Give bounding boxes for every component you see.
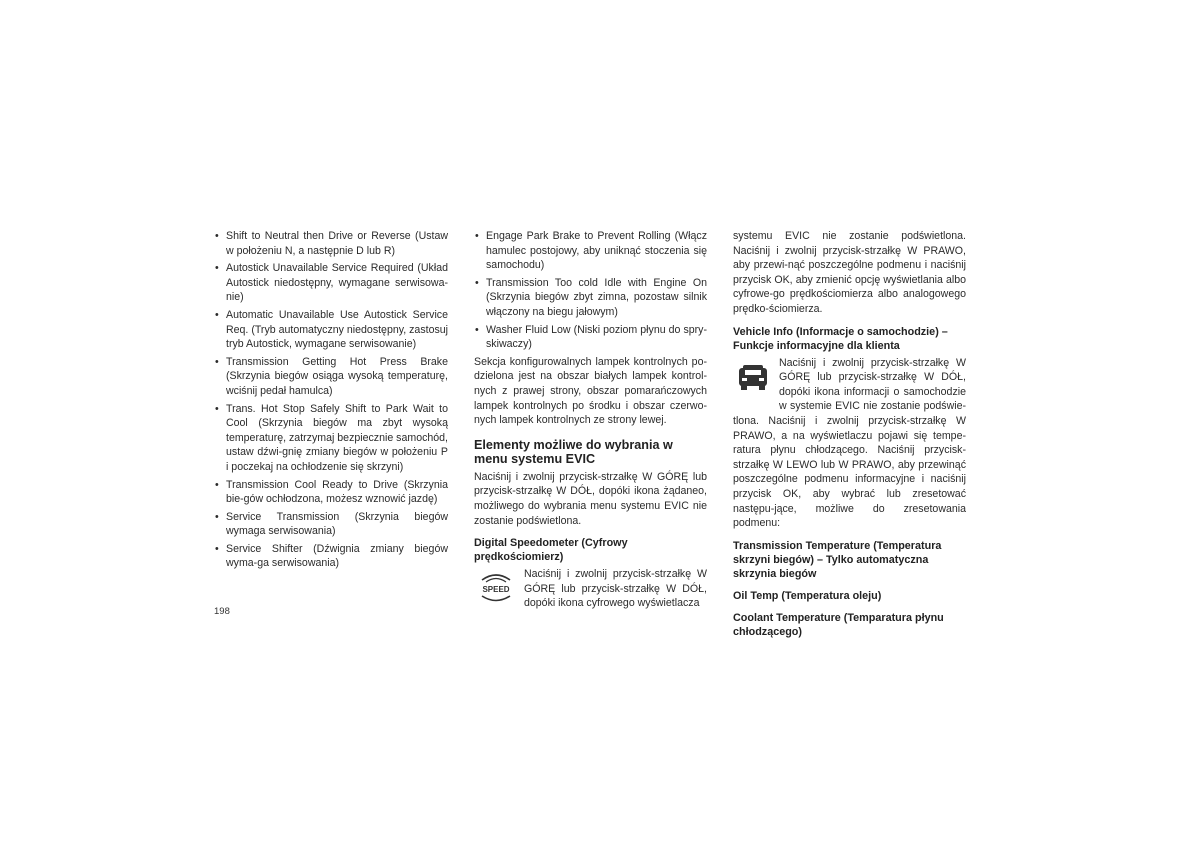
speedometer-icon bbox=[474, 567, 518, 607]
column-middle bbox=[474, 229, 707, 611]
coolant-temperature-heading: Coolant Temperature (Temparatura płynu chłodzącego) bbox=[733, 611, 944, 638]
warning-lamps-paragraph: Sekcja konfigurowalnych lampek kontrolnych po-dzielona jest na obszar białych lampek kontrol-nych z prawej strony, obszar pomarańczowych lampek kontrolnych po środku i obszar czerwo-nych lampek kontrolnych ze strony lewej. bbox=[474, 355, 707, 427]
list-item: • Trans. Hot Stop Safely Shift to Park Wait to Cool (Skrzynia biegów ma zbyt wysoką temperaturę, zatrzymaj bezpiecznie samochód, ustaw dźwi-gnię zmiany biegów w położeniu P i poczekaj na ochłodzenie się skrzyni) bbox=[214, 402, 448, 475]
evic-menu-heading: Elementy możliwe do wybrania w menu systemu EVIC bbox=[474, 437, 673, 466]
speedometer-block bbox=[474, 567, 707, 611]
list-item: • Engage Park Brake to Prevent Rolling (Włącz hamulec postojowy, aby uniknąć stoczenia się samochodu) bbox=[474, 229, 707, 273]
evic-continued-paragraph: systemu EVIC nie zostanie podświetlona. Naciśnij i zwolnij przycisk-strzałkę W PRAWO, aby przewi-nąć poszczególne podmenu i naciśnij przycisk OK, aby zmienić opcję wyświetlania albo cyfrowe-go prędkościomierza albo analogowego prędko-ściomierza. bbox=[733, 230, 966, 315]
vehicle-info-icon bbox=[733, 358, 773, 398]
list-item: • Washer Fluid Low (Niski poziom płynu do spry-skiwaczy) bbox=[474, 323, 707, 352]
list-item: • Transmission Getting Hot Press Brake (Skrzynia biegów osiąga wysoką temperaturę, wciśnij pedał hamulca) bbox=[214, 355, 448, 399]
message-list-middle bbox=[474, 229, 707, 352]
list-item: • Shift to Neutral then Drive or Reverse (Ustaw w położeniu N, a następnie D lub R) bbox=[214, 229, 448, 258]
oil-temp-heading: Oil Temp (Temperatura oleju) bbox=[733, 589, 882, 602]
vehicle-info-block bbox=[733, 356, 966, 531]
list-item: • Transmission Too cold Idle with Engine On (Skrzynia biegów zbyt zimna, pozostaw silnik włączony na biegu jałowym) bbox=[474, 276, 707, 320]
column-left bbox=[214, 229, 448, 574]
speedometer-text: Naciśnij i zwolnij przycisk-strzałkę W GÓRĘ lub przycisk-strzałkę W DÓŁ, dopóki ikona cyfrowego wyświetlacza bbox=[524, 568, 707, 610]
list-item: • Autostick Unavailable Service Required (Układ Autostick niedostępny, wymagane serwisowa-nie) bbox=[214, 261, 448, 305]
transmission-temperature-heading: Transmission Temperature (Temperatura skrzyni biegów) – Tylko automatyczna skrzynia biegów bbox=[733, 539, 942, 580]
list-item: • Service Transmission (Skrzynia biegów wymaga serwisowania) bbox=[214, 510, 448, 539]
list-item: • Automatic Unavailable Use Autostick Service Req. (Tryb automatyczny niedostępny, zastosuj tryb Autostick, wymagane serwisowanie) bbox=[214, 308, 448, 352]
speed-icon-label: SPEED bbox=[482, 585, 510, 595]
vehicle-info-heading: Vehicle Info (Informacje o samochodzie) – Funkcje informacyjne dla klienta bbox=[733, 325, 948, 352]
evic-menu-paragraph: Naciśnij i zwolnij przycisk-strzałkę W GÓRĘ lub przycisk-strzałkę W DÓŁ, dopóki ikona żądaneo, możliwego do wybrania menu systemu EVIC nie zostanie podświetlona. bbox=[474, 470, 707, 527]
list-item: • Transmission Cool Ready to Drive (Skrzynia bie-gów ochłodzona, możesz wznowić jazdę) bbox=[214, 478, 448, 507]
digital-speedometer-heading: Digital Speedometer (Cyfrowy prędkościomierz) bbox=[474, 537, 628, 564]
vehicle-info-text: Naciśnij i zwolnij przycisk-strzałkę W GÓRĘ lub przycisk-strzałkę W DÓŁ, dopóki ikona informacji o samochodzie w systemie EVIC nie zostanie podświe-tlona. Naciśnij i zwolnij przycisk-strzałkę W PRAWO, a na wyświetlaczu pojawi się tempe-ratura płynu chłodzącego. Naciśnij przycisk-strzałkę W LEWO lub W PRAWO, aby przewinąć poszczególne podmenu informacyjne i naciśnij przycisk OK, aby wybrać lub zresetować następu-jące, możliwe do zresetowania podmenu: bbox=[733, 356, 966, 530]
list-item: • Service Shifter (Dźwignia zmiany biegów wyma-ga serwisowania) bbox=[214, 542, 448, 571]
column-right bbox=[733, 229, 966, 642]
page-number: 198 bbox=[214, 606, 230, 617]
message-list-left bbox=[214, 229, 448, 571]
